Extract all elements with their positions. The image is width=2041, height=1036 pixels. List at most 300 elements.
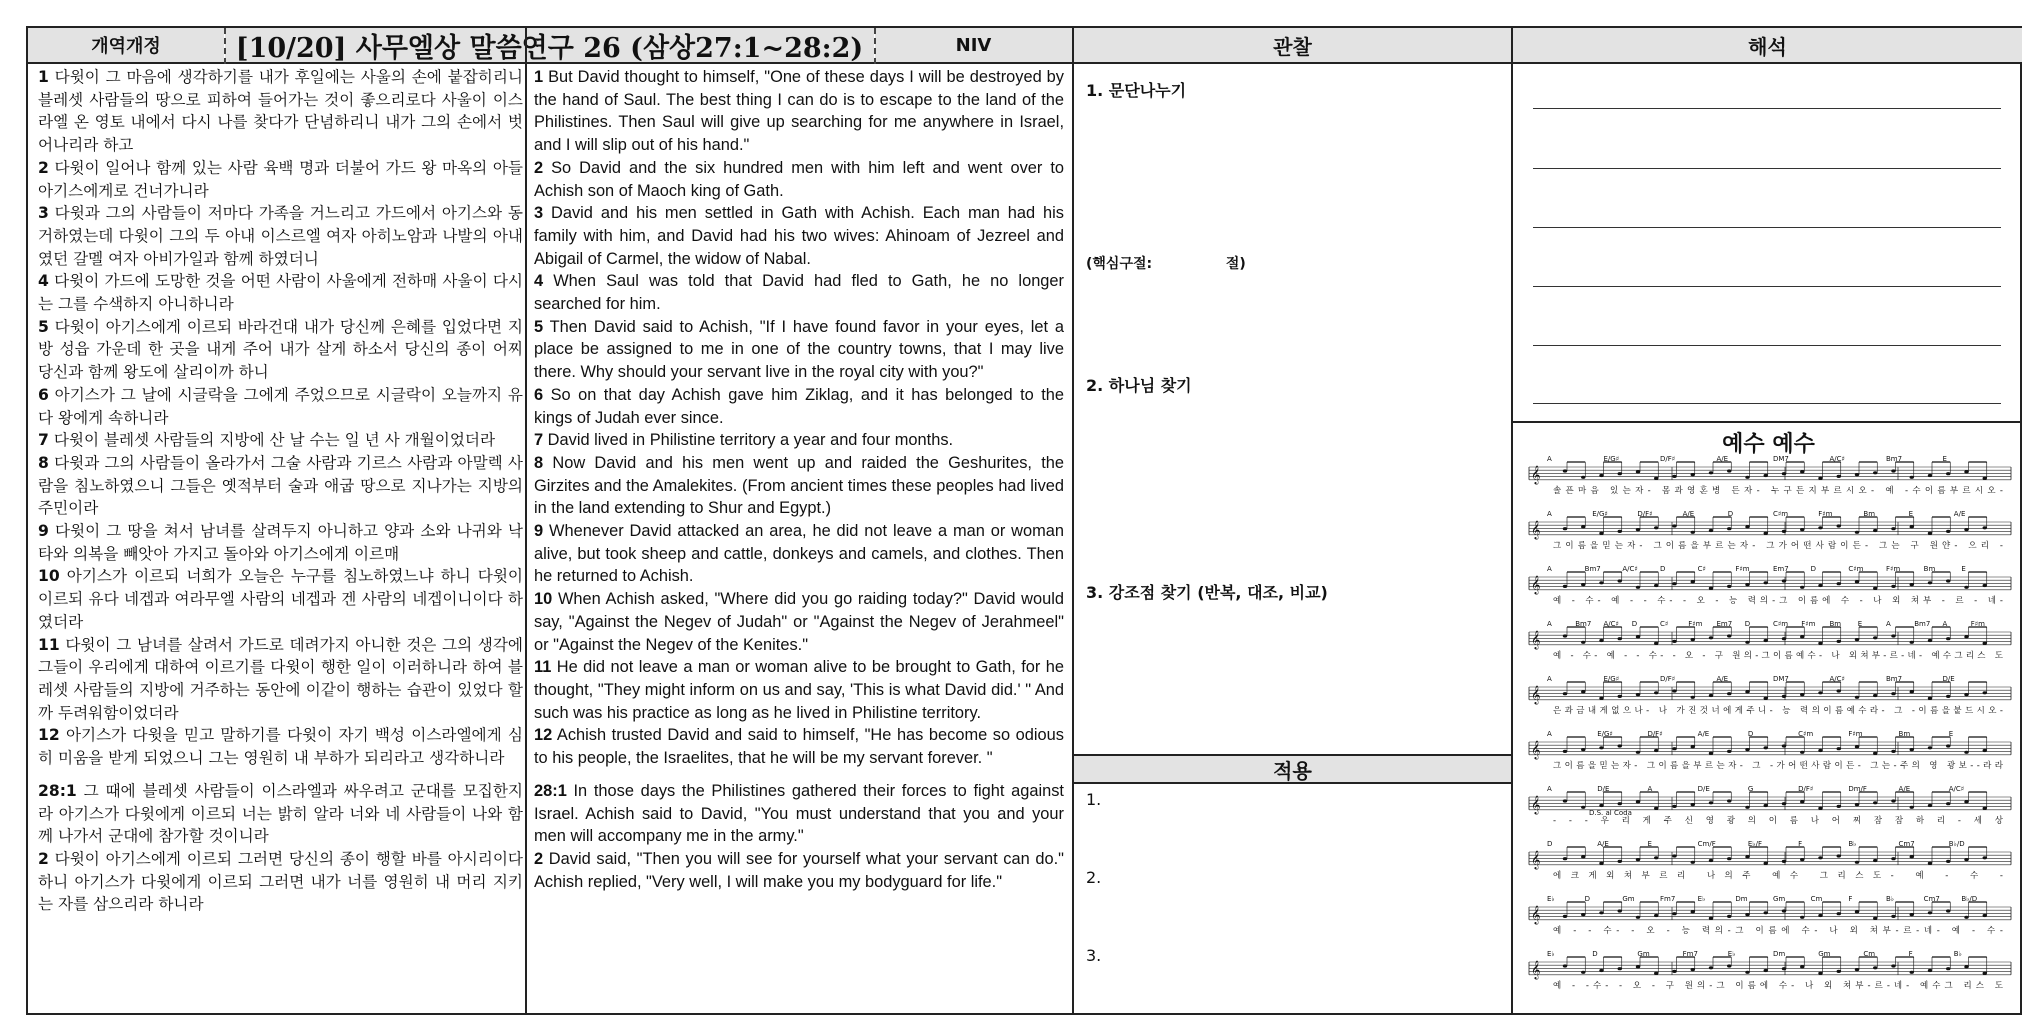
note-head xyxy=(1818,972,1822,975)
verse-text: 다윗과 그의 사람들이 올라가서 그술 사람과 기르스 사람과 아말렉 사람을 침노하였으니 그들은 옛적부터 술과 애굽 땅으로 지나가는 지방의 주민이라 xyxy=(38,453,523,518)
note-head xyxy=(1782,967,1786,970)
note-head xyxy=(1691,696,1695,699)
note-head xyxy=(1691,531,1695,534)
note-head xyxy=(1928,911,1932,914)
niv-verse xyxy=(534,429,1064,452)
chord-symbol: D/E xyxy=(1697,785,1710,793)
note-head xyxy=(1599,474,1603,477)
chord-symbol: E♭ xyxy=(1547,895,1555,903)
note-head xyxy=(1818,856,1822,859)
note-head xyxy=(1800,858,1804,861)
note-head xyxy=(1928,746,1932,749)
key-verse-open: (핵심구절: xyxy=(1086,256,1153,272)
note-head xyxy=(1782,472,1786,475)
verse-number: 10 xyxy=(534,590,553,609)
note-head xyxy=(1745,855,1749,858)
chord-symbol: C♯ xyxy=(1697,565,1706,573)
note-head xyxy=(1727,634,1731,637)
note-head xyxy=(1618,695,1622,698)
note-head xyxy=(1691,580,1695,583)
note-head xyxy=(1563,634,1567,637)
chord-symbol: C♯m xyxy=(1773,620,1789,628)
note-head xyxy=(1983,691,1987,694)
header-interpretation: 해석 xyxy=(1513,28,2022,64)
chord-symbol: Cm xyxy=(1863,950,1876,958)
note-head xyxy=(1745,583,1749,586)
note-head xyxy=(1709,801,1713,804)
chord-symbol: Bm7 xyxy=(1575,620,1592,628)
chord-symbol: E♭ xyxy=(1697,895,1706,903)
chord-symbol: A/E xyxy=(1597,840,1609,848)
note-head xyxy=(1654,914,1658,917)
chord-symbol: A xyxy=(1547,730,1552,738)
niv-verse xyxy=(534,316,1064,384)
verse-text: 다윗이 그 땅을 쳐서 남녀를 살려두지 아니하고 양과 소와 나귀와 낙타와 의복을 빼앗아 가지고 돌아와 아기스에게 이르매 xyxy=(38,522,523,563)
note-head xyxy=(1618,579,1622,582)
note-head xyxy=(1618,472,1622,475)
note-head xyxy=(1928,804,1932,807)
note-head xyxy=(1818,914,1822,917)
chord-symbol: A xyxy=(1942,620,1948,628)
chord-symbol: F♯m xyxy=(1801,620,1816,628)
note-head xyxy=(1581,641,1585,644)
note-head xyxy=(1764,911,1768,914)
note-head xyxy=(1964,693,1968,696)
korean-verse xyxy=(38,780,523,848)
header-divider xyxy=(874,28,876,64)
note-head xyxy=(1745,641,1749,644)
note-head xyxy=(1837,582,1841,585)
chord-symbol: A xyxy=(1886,620,1891,628)
korean-verse xyxy=(38,724,523,769)
note-head xyxy=(1928,581,1932,584)
note-head xyxy=(1983,972,1987,975)
note-head xyxy=(1891,750,1895,753)
treble-clef-icon: 𝄞 xyxy=(1531,685,1541,704)
note-head xyxy=(1782,695,1786,698)
verse-text: When Achish asked, "Where did you go raiding today?" David would say, "Against the Negev of Judah" or "Against the Negev of Jerahmeel" or "Against the Negev of the Kenites." xyxy=(534,590,1064,654)
chord-symbol: A/E xyxy=(1716,675,1729,683)
note-head xyxy=(1855,803,1859,806)
writing-line[interactable] xyxy=(1533,345,2001,346)
chord-symbol: A/C♯ xyxy=(1603,620,1619,628)
note-head xyxy=(1782,530,1786,533)
note-head xyxy=(1873,694,1877,697)
chord-symbol: A/C♯ xyxy=(1829,675,1845,683)
note-head xyxy=(1837,970,1841,973)
note-head xyxy=(1964,800,1968,803)
niv-text-column xyxy=(534,66,1064,893)
niv-verse xyxy=(534,270,1064,315)
note-head xyxy=(1709,587,1713,590)
chord-symbol: C♯m xyxy=(1773,510,1789,518)
note-head xyxy=(1837,524,1841,527)
verse-text: David lived in Philistine territory a year and four months. xyxy=(543,431,954,450)
note-head xyxy=(1727,964,1731,967)
note-head xyxy=(1800,470,1804,473)
note-head xyxy=(1891,964,1895,967)
note-head xyxy=(1563,750,1567,753)
note-head xyxy=(1873,917,1877,920)
note-head xyxy=(1563,799,1567,802)
writing-line[interactable] xyxy=(1533,403,2001,404)
note-head xyxy=(1855,910,1859,913)
chord-symbol: A/C♯ xyxy=(1829,455,1845,463)
note-head xyxy=(1709,917,1713,920)
song-sheet xyxy=(1515,423,2022,1015)
note-head xyxy=(1928,639,1932,642)
chord-symbol: F♯m xyxy=(1818,510,1833,518)
note-head xyxy=(1672,475,1676,478)
verse-number: 28:1 xyxy=(534,781,567,800)
niv-verse xyxy=(534,384,1064,429)
note-head xyxy=(1910,913,1914,916)
korean-verse xyxy=(38,634,523,725)
note-head xyxy=(1691,910,1695,913)
chord-symbol: D xyxy=(1747,730,1754,738)
note-head xyxy=(1891,799,1895,802)
note-head xyxy=(1910,690,1914,693)
chord-symbol: Em7 xyxy=(1773,565,1789,573)
note-head xyxy=(1891,915,1895,918)
treble-clef-icon: 𝄞 xyxy=(1531,465,1541,484)
korean-verse xyxy=(38,384,523,429)
verse-number: 3 xyxy=(38,204,49,223)
note-head xyxy=(1599,969,1603,972)
note-head xyxy=(1855,580,1859,583)
verse-number: 8 xyxy=(38,453,49,472)
verse-text: David said, "Then you will see for yourself what your servant can do." Achish replied, "Very well, I will make you my bodyguard for life." xyxy=(534,849,1064,891)
note-head xyxy=(1636,858,1640,861)
song-title: 예수 예수 xyxy=(1722,431,1815,457)
note-head xyxy=(1581,583,1585,586)
note-head xyxy=(1727,585,1731,588)
chord-symbol: D/E xyxy=(1597,785,1610,793)
note-head xyxy=(1983,749,1987,752)
verse-text: 그 때에 블레셋 사람들이 이스라엘과 싸우려고 군대를 모집한지라 아기스가 다윗에게 이르되 너는 밝히 알라 너와 네 사람들이 나와 함께 나가서 군대에 참가할 것이니라 xyxy=(38,781,523,846)
note-head xyxy=(1964,751,1968,754)
niv-verse xyxy=(534,780,1064,848)
note-head xyxy=(1818,526,1822,529)
chord-symbol: A/E xyxy=(1682,510,1695,518)
note-head xyxy=(1745,971,1749,974)
note-head xyxy=(1782,909,1786,912)
note-head xyxy=(1855,968,1859,971)
note-head xyxy=(1800,965,1804,968)
chord-symbol: Gm xyxy=(1773,895,1786,903)
note-head xyxy=(1727,469,1731,472)
chord-symbol: D/F♯ xyxy=(1798,785,1814,793)
verse-text: 아기스가 이르되 너희가 오늘은 누구를 침노하였느냐 하니 다윗이 이르되 유다 네겝과 여라무엘 사람의 네겝과 겐 사람의 네겝이니이다 하였더라 xyxy=(38,567,523,631)
key-verse-close: 절) xyxy=(1225,256,1246,272)
note-head xyxy=(1654,584,1658,587)
note-head xyxy=(1928,532,1932,535)
verse-number: 9 xyxy=(38,522,49,541)
note-head xyxy=(1618,637,1622,640)
note-head xyxy=(1946,909,1950,912)
treble-clef-icon: 𝄞 xyxy=(1531,960,1541,979)
header-observation: 관찰 xyxy=(1074,28,1511,64)
note-head xyxy=(1855,696,1859,699)
chord-symbol: E/G♯ xyxy=(1603,675,1620,683)
verse-number: 5 xyxy=(38,317,49,336)
note-head xyxy=(1946,695,1950,698)
note-head xyxy=(1837,475,1841,478)
chord-symbol: D xyxy=(1592,950,1598,958)
korean-verse xyxy=(38,202,523,270)
niv-verse xyxy=(534,588,1064,656)
writing-line[interactable] xyxy=(1533,108,2001,109)
column-divider xyxy=(1072,28,1074,1013)
lyrics-line: 예 - 수- 예 - - 수- - 오 - 구 원의-그이름예수- 나 외쳐부-르-네- 예수그리스 도 xyxy=(1553,651,2004,661)
korean-verse xyxy=(38,157,523,202)
note-head xyxy=(1599,862,1603,865)
note-head xyxy=(1672,640,1676,643)
note-head xyxy=(1782,579,1786,582)
note-head xyxy=(1837,747,1841,750)
chord-symbol: E♭ xyxy=(1547,950,1555,958)
verse-text: He did not leave a man or woman alive to be brought to Gath, for he thought, "They might inform on us and say, 'This is what David did.' " And such was his practice as long as he lived in Philistine territory. xyxy=(534,658,1064,722)
verse-number: 9 xyxy=(534,522,544,541)
note-head xyxy=(1636,800,1640,803)
note-head xyxy=(1855,638,1859,641)
chord-symbol: E xyxy=(1948,730,1954,738)
korean-verse xyxy=(38,452,523,520)
coda-mark: D.S. al Coda xyxy=(1589,809,1632,817)
chord-symbol: E xyxy=(1857,620,1863,628)
note-head xyxy=(1983,584,1987,587)
chord-symbol: DM7 xyxy=(1773,675,1789,683)
verse-number: 6 xyxy=(38,385,49,404)
note-head xyxy=(1654,807,1658,810)
note-head xyxy=(1964,916,1968,919)
note-head xyxy=(1873,587,1877,590)
treble-clef-icon: 𝄞 xyxy=(1531,795,1541,814)
application-item-1[interactable]: 1. xyxy=(1086,790,1102,809)
korean-verse xyxy=(38,429,523,452)
note-head xyxy=(1654,477,1658,480)
note-head xyxy=(1709,859,1713,862)
page-title: [10/20] 사무엘상 말씀연구 26 (삼상27:1~28:2) xyxy=(225,28,874,64)
chord-symbol: F♯m xyxy=(1886,565,1901,573)
verse-text: So on that day Achish gave him Ziklag, and it has belonged to the kings of Judah ever since. xyxy=(534,385,1064,427)
note-head xyxy=(1727,857,1731,860)
note-head xyxy=(1599,639,1603,642)
chord-symbol: A/C♯ xyxy=(1622,565,1638,573)
sheet-music xyxy=(1515,423,2022,1015)
lyrics-line: 에크게외쳐부르리 나의주 예수 그리스도- 예 - 수 - xyxy=(1553,871,2003,881)
writing-line[interactable] xyxy=(1533,227,2001,228)
chord-symbol: F♯m xyxy=(1735,565,1750,573)
column-divider xyxy=(1511,28,1513,1013)
note-head xyxy=(1764,746,1768,749)
korean-text-column xyxy=(38,66,523,916)
note-head xyxy=(1599,804,1603,807)
writing-line[interactable] xyxy=(1533,168,2001,169)
note-head xyxy=(1764,804,1768,807)
note-head xyxy=(1946,637,1950,640)
verse-number: 28:1 xyxy=(38,781,77,800)
note-head xyxy=(1563,527,1567,530)
treble-clef-icon: 𝄞 xyxy=(1531,905,1541,924)
note-head xyxy=(1654,856,1658,859)
note-head xyxy=(1782,802,1786,805)
note-head xyxy=(1964,470,1968,473)
note-head xyxy=(1873,636,1877,639)
note-head xyxy=(1563,964,1567,967)
chord-symbol: D xyxy=(1631,620,1638,628)
verse-text: 다윗이 아기스에게 이르되 바라건대 내가 당신께 은혜를 입었다면 지방 성읍 가운데 한 곳을 내게 주어 내가 살게 하소서 당신의 종이 어찌 당신과 함께 왕도에 살리이까 하니 xyxy=(38,317,523,382)
note-head xyxy=(1910,971,1914,974)
note-head xyxy=(1563,692,1567,695)
note-head xyxy=(1618,967,1622,970)
note-head xyxy=(1946,860,1950,863)
chord-symbol: Gm xyxy=(1622,895,1635,903)
chord-symbol: E xyxy=(1942,455,1947,463)
application-header: 적용 xyxy=(1074,754,1511,784)
chord-symbol: Bm7 xyxy=(1886,455,1903,463)
lyrics-line: 예 - - 수- - 오 - 능 력의-그 이름에 수- 나 외 쳐부-르-네- 예 - 수- xyxy=(1553,926,2003,936)
chord-symbol: A/C♯ xyxy=(1948,785,1965,793)
note-head xyxy=(1946,967,1950,970)
chord-symbol: A/E xyxy=(1898,785,1911,793)
note-head xyxy=(1764,862,1768,865)
lyrics-line: 그이름을믿는자- 그이름을부르는자- 그 -가어떤사람이든- 그는-주의 영 광보--라라 xyxy=(1553,761,2003,771)
application-item-2[interactable]: 2. xyxy=(1086,868,1102,887)
chord-symbol: E xyxy=(1908,510,1914,518)
note-head xyxy=(1873,801,1877,804)
chord-symbol: A xyxy=(1547,455,1552,463)
key-verse-label xyxy=(1086,253,1246,273)
niv-verse xyxy=(534,520,1064,588)
note-head xyxy=(1745,913,1749,916)
verse-text: When Saul was told that David had fled to Gath, he no longer searched for him. xyxy=(534,272,1064,314)
chord-symbol: Gm xyxy=(1818,950,1831,958)
verse-text: 다윗이 아기스에게 이르되 그러면 당신의 종이 행할 바를 아시리이다 하니 아기스가 다윗에게 이르되 그러면 내가 너를 영원히 내 머리 지키는 자를 삼으리라 하니라 xyxy=(38,849,523,914)
verse-number: 3 xyxy=(534,204,544,223)
chord-symbol: E/G♯ xyxy=(1603,455,1620,463)
chord-symbol: F♯m xyxy=(1848,730,1863,738)
chord-symbol: E xyxy=(1647,840,1652,848)
chord-symbol: F xyxy=(1848,895,1853,903)
note-head xyxy=(1672,582,1676,585)
writing-line[interactable] xyxy=(1533,286,2001,287)
note-head xyxy=(1891,692,1895,695)
chord-symbol: C♯m xyxy=(1798,730,1814,738)
verse-text: 다윗이 그 마음에 생각하기를 내가 후일에는 사울의 손에 붙잡히리니 블레셋 사람들의 땅으로 피하여 들어가는 것이 좋으리로다 사울이 이스라엘 온 영토 내에서 다시 나를 찾다가 단념하리니 내가 그의 손에서 벗어나리라 하고 xyxy=(38,68,523,155)
chord-symbol: Dm xyxy=(1735,895,1748,903)
chord-symbol: B♭ xyxy=(1886,895,1895,903)
note-head xyxy=(1964,635,1968,638)
note-head xyxy=(1654,642,1658,645)
chord-symbol: A xyxy=(1547,565,1552,573)
note-head xyxy=(1672,854,1676,857)
lyrics-line: 예 - 수- 예 - - 수- - 오 - 능 력의-그 이름에 수 - 나 외 쳐부 - 르 - 네- xyxy=(1553,596,2003,606)
column-divider xyxy=(525,28,527,1013)
chord-symbol: A xyxy=(1547,620,1552,628)
chord-symbol: E xyxy=(1961,565,1966,573)
chord-symbol: Bm7 xyxy=(1886,675,1903,683)
verse-number: 8 xyxy=(534,453,544,472)
chord-symbol: D xyxy=(1584,895,1591,903)
chord-symbol: B♭/D xyxy=(1961,895,1978,903)
observation-section-1: 1. 문단나누기 xyxy=(1086,81,1187,100)
note-head xyxy=(1709,636,1713,639)
verse-text: But David thought to himself, "One of these days I will be destroyed by the hand of Saul. The best thing I can do is to escape to the land of the Philistines. Then Saul will give up searching for me anywhere in Israel, and I will slip out of his hand." xyxy=(534,68,1064,155)
note-head xyxy=(1636,470,1640,473)
note-head xyxy=(1928,474,1932,477)
chord-symbol: Bm xyxy=(1863,510,1876,518)
note-head xyxy=(1727,915,1731,918)
verse-text: David and his men settled in Gath with Achish. Each man had his family with him, and David had his two wives: Ahinoam of Jezreel and Abigail of Carmel, the widow of Nabal. xyxy=(534,204,1064,268)
chord-symbol: D xyxy=(1744,620,1751,628)
treble-clef-icon: 𝄞 xyxy=(1531,850,1541,869)
note-head xyxy=(1709,966,1713,969)
note-head xyxy=(1563,469,1567,472)
chord-symbol: Cm xyxy=(1810,895,1823,903)
verse-gap xyxy=(38,770,523,780)
note-head xyxy=(1891,634,1895,637)
note-head xyxy=(1745,690,1749,693)
verse-number: 10 xyxy=(38,567,60,586)
chord-symbol: Bm7 xyxy=(1584,565,1601,573)
note-head xyxy=(1563,857,1567,860)
note-head xyxy=(1983,856,1987,859)
note-head xyxy=(1946,579,1950,582)
note-head xyxy=(1745,525,1749,528)
observation-section-3: 3. 강조점 찾기 (반복, 대조, 비교) xyxy=(1086,583,1328,602)
verse-number: 12 xyxy=(534,726,553,745)
chord-symbol: Fm7 xyxy=(1682,950,1698,958)
note-head xyxy=(1727,692,1731,695)
note-head xyxy=(1599,532,1603,535)
note-head xyxy=(1818,477,1822,480)
korean-verse xyxy=(38,270,523,315)
chord-symbol: D/F♯ xyxy=(1660,455,1676,463)
note-head xyxy=(1837,805,1841,808)
note-head xyxy=(1745,748,1749,751)
note-head xyxy=(1764,697,1768,700)
verse-text: 다윗이 그 남녀를 살려서 가드로 데려가지 아니한 것은 그의 생각에 그들이 우리에게 대하여 이르기를 다윗이 행한 일이 이러하니라 하여 블레셋 사람들의 지방에 거주하는 동안에 이같이 행하는 습관이 있었다 할까 두려워함이었더라 xyxy=(38,635,523,722)
note-head xyxy=(1691,803,1695,806)
note-head xyxy=(1727,527,1731,530)
lyrics-line: 은과금내게없으나- 나 가진것너에게주니- 능 력의이름예수라- 그 -이름을붙드시오- xyxy=(1553,706,2003,716)
verse-text: 다윗과 그의 사람들이 저마다 가족을 거느리고 가드에서 아기스와 동거하였는데 다윗이 그의 두 아내 이스르엘 여자 아히노암과 나발의 아내였던 갈멜 여자 아비가일과 함께 하였더니 xyxy=(38,204,523,268)
note-head xyxy=(1672,747,1676,750)
chord-symbol: D xyxy=(1810,565,1817,573)
note-head xyxy=(1855,861,1859,864)
note-head xyxy=(1800,528,1804,531)
note-head xyxy=(1618,802,1622,805)
note-head xyxy=(1782,637,1786,640)
note-head xyxy=(1818,642,1822,645)
verse-text: In those days the Philistines gathered their forces to fight against Israel. Achish said to David, "You must understand that you and your men will accompany me in the army." xyxy=(534,781,1064,846)
verse-text: 아기스가 다윗을 믿고 말하기를 다윗이 자기 백성 이스라엘에게 심히 미움을 받게 되었으니 그는 영원히 내 부하가 되리라고 생각하니라 xyxy=(38,726,523,768)
chord-symbol: D/F♯ xyxy=(1660,675,1676,683)
chord-symbol: D/F♯ xyxy=(1637,510,1653,518)
note-head xyxy=(1910,583,1914,586)
verse-number: 5 xyxy=(534,317,544,336)
chord-symbol: Cm7 xyxy=(1923,895,1940,903)
chord-symbol: F xyxy=(1798,840,1803,848)
application-item-3[interactable]: 3. xyxy=(1086,946,1102,965)
chord-symbol: Fm7 xyxy=(1660,895,1676,903)
note-head xyxy=(1818,691,1822,694)
note-head xyxy=(1764,639,1768,642)
note-head xyxy=(1672,524,1676,527)
note-head xyxy=(1636,965,1640,968)
note-head xyxy=(1654,749,1658,752)
